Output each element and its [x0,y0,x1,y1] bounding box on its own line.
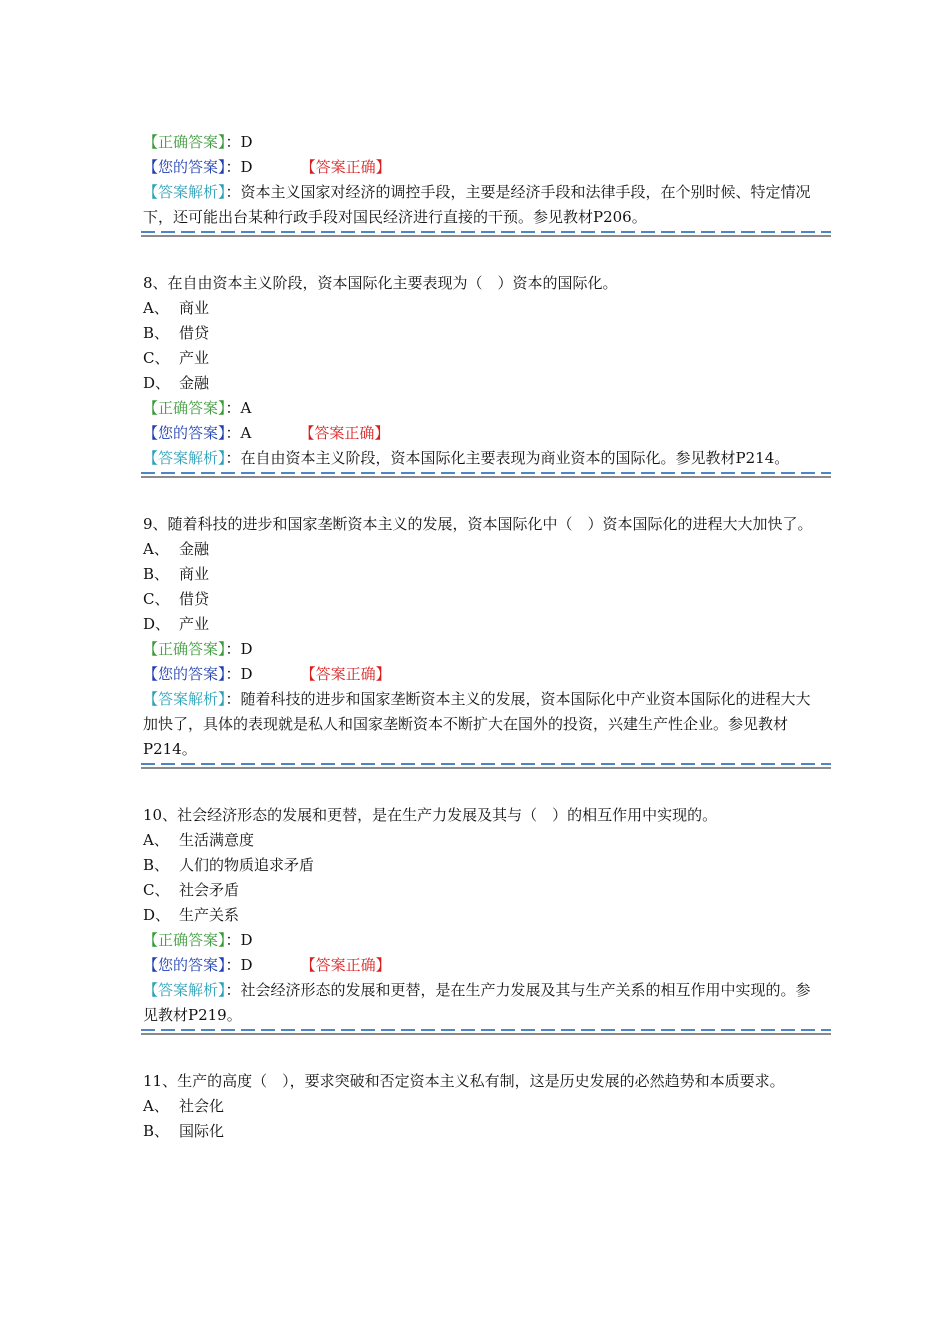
analysis-label: 【答案解析】 [143,449,226,467]
answer-correct-badge: 【答案正确】 [299,424,390,442]
your-answer-line: 【您的答案】：D 【答案正确】 [143,665,391,683]
correct-answer-value: A [240,399,252,417]
answer-correct-badge: 【答案正确】 [300,665,391,683]
your-answer-label: 【您的答案】 [143,956,226,974]
option-b: B、 借贷 [143,324,210,342]
option-d: D、 金融 [143,374,210,392]
correct-answer-value: D [240,931,253,949]
your-answer-line: 【您的答案】：A 【答案正确】 [143,424,390,442]
option-d: D、 生产关系 [143,906,240,924]
analysis-text: 随着科技的进步和国家垄断资本主义的发展，资本国际化中产业资本国际化的进程大大加快了，具体的表现就是私人和国家垄断资本不断扩大在国外的投资，兴建生产性企业。参见教材P214。 [143,690,811,758]
correct-answer-label: 【正确答案】 [143,133,226,151]
separator [141,472,831,479]
separator [141,231,831,238]
option-b: B、 人们的物质追求矛盾 [143,856,315,874]
question-text: 8、在自由资本主义阶段，资本国际化主要表现为（ ）资本的国际化。 [143,274,618,292]
your-answer-value: D [240,158,253,176]
option-c: C、 社会矛盾 [143,881,240,899]
analysis-line: 【答案解析】：在自由资本主义阶段，资本国际化主要表现为商业资本的国际化。参见教材P214。 [143,449,790,467]
option-a: A、 金融 [143,540,210,558]
your-answer-value: D [240,665,253,683]
separator [141,1029,831,1036]
analysis-line: 【答案解析】：社会经济形态的发展和更替，是在生产力发展及其与生产关系的相互作用中实现的。参见教材P219。 [143,981,811,1024]
option-b: B、 国际化 [143,1122,225,1140]
separator [141,763,831,770]
answer-correct-badge: 【答案正确】 [300,956,391,974]
correct-answer-label: 【正确答案】 [143,399,226,417]
correct-answer-value: D [240,640,253,658]
question-text: 10、社会经济形态的发展和更替，是在生产力发展及其与（ ）的相互作用中实现的。 [143,806,718,824]
answer-correct-badge: 【答案正确】 [300,158,391,176]
your-answer-line: 【您的答案】：D 【答案正确】 [143,158,391,176]
option-a: A、 生活满意度 [143,831,255,849]
correct-answer-line: 【正确答案】：D [143,133,253,151]
correct-answer-line: 【正确答案】：A [143,399,252,417]
correct-answer-label: 【正确答案】 [143,640,226,658]
analysis-text: 在自由资本主义阶段，资本国际化主要表现为商业资本的国际化。参见教材P214。 [240,449,790,467]
analysis-label: 【答案解析】 [143,690,226,708]
analysis-label: 【答案解析】 [143,183,226,201]
correct-answer-value: D [240,133,253,151]
your-answer-label: 【您的答案】 [143,665,226,683]
analysis-line: 【答案解析】：资本主义国家对经济的调控手段，主要是经济手段和法律手段，在个别时候、特定情况下，还可能出台某种行政手段对国民经济进行直接的干预。参见教材P206。 [143,183,811,226]
analysis-line: 【答案解析】：随着科技的进步和国家垄断资本主义的发展，资本国际化中产业资本国际化的进程大大加快了，具体的表现就是私人和国家垄断资本不断扩大在国外的投资，兴建生产性企业。参见教材P214。 [143,690,811,758]
correct-answer-line: 【正确答案】：D [143,931,253,949]
option-a: A、 商业 [143,299,210,317]
correct-answer-label: 【正确答案】 [143,931,226,949]
option-a: A、 社会化 [143,1097,225,1115]
option-c: C、 产业 [143,349,210,367]
question-text: 9、随着科技的进步和国家垄断资本主义的发展，资本国际化中（ ）资本国际化的进程大大加快了。 [143,515,813,533]
question-text: 11、生产的高度（ ），要求突破和否定资本主义私有制，这是历史发展的必然趋势和本质要求。 [143,1072,785,1090]
your-answer-label: 【您的答案】 [143,158,226,176]
your-answer-value: D [240,956,253,974]
analysis-label: 【答案解析】 [143,981,226,999]
correct-answer-line: 【正确答案】：D [143,640,253,658]
your-answer-value: A [240,424,252,442]
your-answer-line: 【您的答案】：D 【答案正确】 [143,956,391,974]
analysis-text: 资本主义国家对经济的调控手段，主要是经济手段和法律手段，在个别时候、特定情况下，还可能出台某种行政手段对国民经济进行直接的干预。参见教材P206。 [143,183,811,226]
option-b: B、 商业 [143,565,210,583]
analysis-text: 社会经济形态的发展和更替，是在生产力发展及其与生产关系的相互作用中实现的。参见教材P219。 [143,981,811,1024]
document-page [143,130,823,1144]
option-c: C、 借贷 [143,590,210,608]
option-d: D、 产业 [143,615,210,633]
your-answer-label: 【您的答案】 [143,424,226,442]
